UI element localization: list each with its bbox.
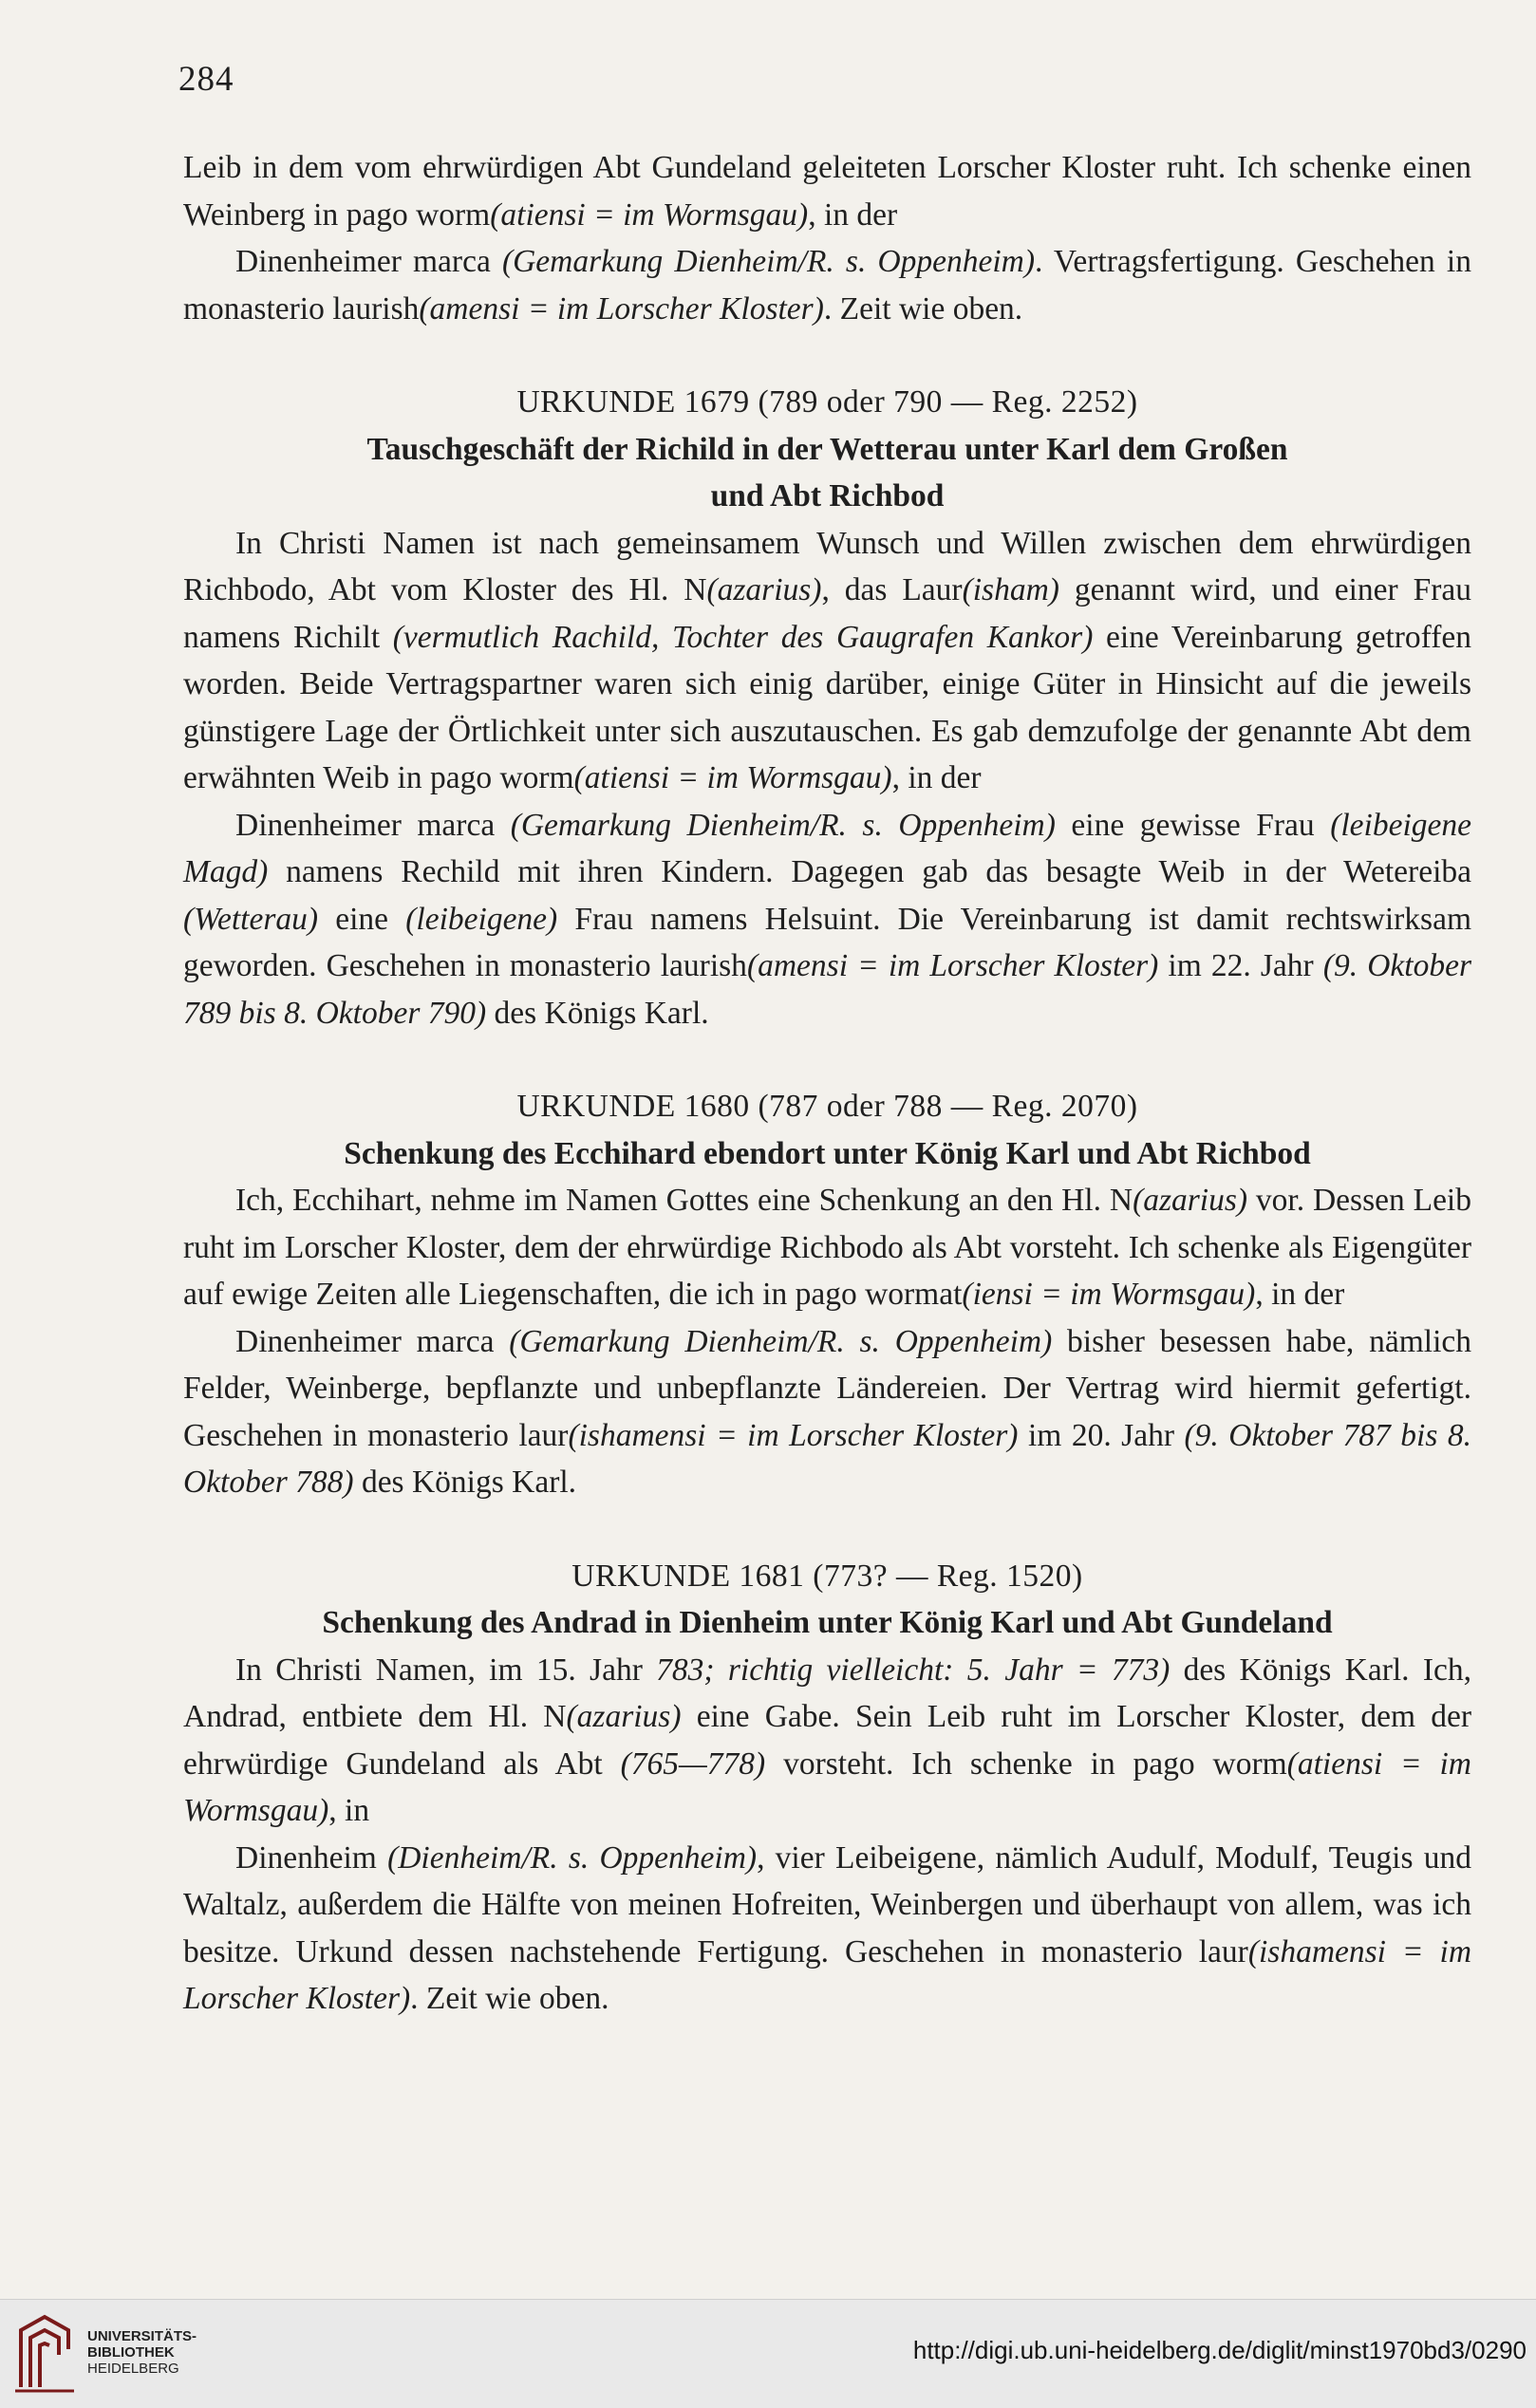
section-heading-1680: URKUNDE 1680 (787 oder 788 — Reg. 2070) bbox=[516, 1089, 1138, 1124]
intro-paragraph-2: Dinenheimer marca (Gemarkung Dienheim/R. s. Oppenheim). Vertragsfertigung. Geschehen in monasterio laurish(amensi = im Lorscher Kloster). Zeit wie oben. bbox=[183, 244, 1471, 327]
document-body bbox=[183, 144, 1471, 2023]
section-title-1681: Schenkung des Andrad in Dienheim unter König Karl und Abt Gundeland bbox=[322, 1605, 1333, 1640]
paragraph-1681-2: Dinenheim (Dienheim/R. s. Oppenheim), vier Leibeigene, nämlich Audulf, Modulf, Teugis und Waltalz, außerdem die Hälfte von meinen Hofreiten, Weinbergen und überhaupt von allem, was ich besitze. Urkund dessen nachstehende Fertigung. Geschehen in monasterio laur(ishamensi = im Lorscher Kloster). Zeit wie oben. bbox=[183, 1839, 1472, 2016]
page-number: 284 bbox=[178, 60, 234, 99]
paragraph-1680-1: Ich, Ecchihart, nehme im Namen Gottes eine Schenkung an den Hl. N(azarius) vor. Dessen Leib ruht im Lorscher Kloster, dem der ehrwürdige Richbodo als Abt vorsteht. Ich schenke als Eigengüter auf ewige Zeiten alle Liegenschaften, die ich in pago wormat(iensi = im Wormsgau), in der bbox=[183, 1183, 1471, 1312]
intro-paragraph: Leib in dem vom ehrwürdigen Abt Gundeland geleiteten Lorscher Kloster ruht. Ich schenke einen Weinberg in pago worm(atiensi = im Wormsgau), in der bbox=[183, 150, 1471, 233]
paragraph-1681-1: In Christi Namen, im 15. Jahr 783; richtig vielleicht: 5. Jahr = 773) des Königs Karl. Ich, Andrad, entbiete dem Hl. N(azarius) eine Gabe. Sein Leib ruht im Lorscher Kloster, dem der ehrwürdige Gundeland als Abt (765—778) vorsteht. Ich schenke in pago worm(atiensi = im Wormsgau), in bbox=[183, 1652, 1471, 1828]
library-name bbox=[87, 2328, 197, 2377]
section-heading-1681: URKUNDE 1681 (773? — Reg. 1520) bbox=[571, 1558, 1083, 1594]
paragraph-1679-2: Dinenheimer marca (Gemarkung Dienheim/R. s. Oppenheim) eine gewisse Frau (leibeigene Magd) namens Rechild mit ihren Kindern. Dagegen gab das besagte Weib in der Wetereiba (Wetterau) eine (leibeigene) Frau namens Helsuint. Die Vereinbarung ist damit rechtswirksam geworden. Geschehen in monasterio laurish(amensi = im Lorscher Kloster) im 22. Jahr (9. Oktober 789 bis 8. Oktober 790) des Königs Karl. bbox=[183, 807, 1471, 1031]
library-name-line1: UNIVERSITÄTS- bbox=[87, 2328, 197, 2344]
library-name-line2: BIBLIOTHEK bbox=[87, 2344, 175, 2361]
section-title-1679-line2: und Abt Richbod bbox=[710, 478, 945, 513]
section-title-1680: Schenkung des Ecchihard ebendort unter König Karl und Abt Richbod bbox=[344, 1135, 1311, 1171]
source-url-link[interactable]: http://digi.ub.uni-heidelberg.de/diglit/minst1970bd3/0290 bbox=[912, 2336, 1527, 2364]
paragraph-1679-1: In Christi Namen ist nach gemeinsamem Wunsch und Willen zwischen dem ehrwürdigen Richbodo, Abt vom Kloster des Hl. N(azarius), das Laur(isham) genannt wird, und einer Frau namens Richilt (vermutlich Rachild, Tochter des Gaugrafen Kankor) eine Vereinbarung getroffen worden. Beide Vertragspartner waren sich einig darüber, einige Güter in Hinsicht auf die jeweils günstigere Lage der Örtlichkeit unter sich auszutauschen. Es gab demzufolge der genannte Abt dem erwähnten Weib in pago worm(atiensi = im Wormsgau), in der bbox=[183, 525, 1471, 795]
section-heading-1679: URKUNDE 1679 (789 oder 790 — Reg. 2252) bbox=[516, 384, 1138, 420]
library-name-line3: HEIDELBERG bbox=[87, 2361, 179, 2377]
library-logo-icon bbox=[11, 2311, 78, 2395]
footer-bar bbox=[0, 2299, 1536, 2408]
paragraph-1680-2: Dinenheimer marca (Gemarkung Dienheim/R. s. Oppenheim) bisher besessen habe, nämlich Felder, Weinberge, bepflanzte und unbepflanzte Ländereien. Der Vertrag wird hiermit gefertigt. Geschehen in monasterio laur(ishamensi = im Lorscher Kloster) im 20. Jahr (9. Oktober 787 bis 8. Oktober 788) des Königs Karl. bbox=[183, 1323, 1471, 1500]
section-title-1679: Tauschgeschäft der Richild in der Wetterau unter Karl dem Großen bbox=[366, 431, 1288, 467]
